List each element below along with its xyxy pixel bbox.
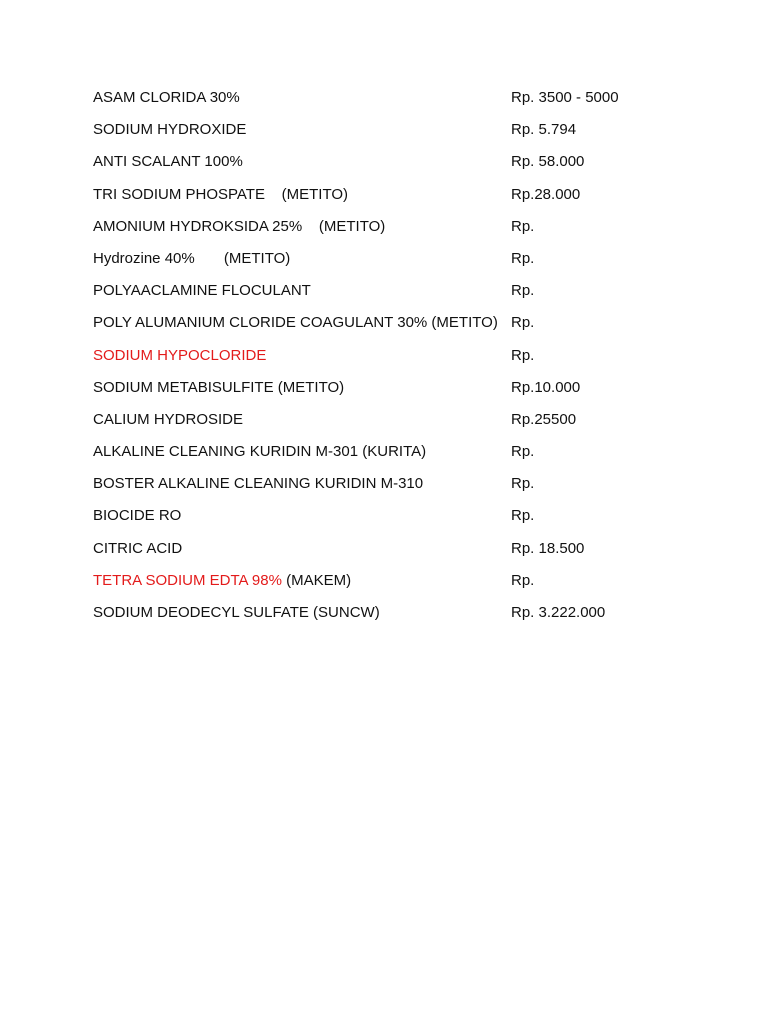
- item-price: Rp. 5.794: [511, 121, 577, 139]
- item-name: SODIUM METABISULFITE (METITO): [93, 378, 345, 396]
- item-price: Rp.: [511, 282, 535, 300]
- item-supplier: (MAKEM): [281, 571, 352, 589]
- item-name: BIOCIDE RO: [93, 507, 182, 525]
- list-item: [93, 601, 733, 633]
- list-item: [93, 150, 733, 182]
- list-item: [93, 247, 733, 279]
- item-price: Rp. 18.500: [511, 539, 585, 557]
- item-name: ALKALINE CLEANING KURIDIN M-301 (KURITA): [93, 443, 427, 461]
- list-item: [93, 279, 733, 311]
- list-item: [93, 86, 733, 118]
- highlighted-item-name: TETRA SODIUM EDTA 98%: [93, 571, 282, 589]
- item-name: [93, 344, 266, 368]
- list-item: [93, 440, 733, 472]
- list-item: [93, 504, 733, 536]
- chemical-price-list: [93, 86, 733, 633]
- list-item: [93, 118, 733, 150]
- item-price: Rp.: [511, 507, 535, 525]
- list-item: [93, 472, 733, 504]
- item-price: Rp. 58.000: [511, 153, 585, 171]
- list-item: [93, 183, 733, 215]
- item-name: ASAM CLORIDA 30%: [93, 89, 240, 106]
- item-name: POLYAACLAMINE FLOCULANT: [93, 282, 311, 300]
- item-name: CITRIC ACID: [93, 539, 183, 557]
- item-name: CALIUM HYDROSIDE: [93, 410, 244, 428]
- item-name: [93, 569, 351, 593]
- item-name: BOSTER ALKALINE CLEANING KURIDIN M-310: [93, 475, 424, 493]
- item-name: POLY ALUMANIUM CLORIDE COAGULANT 30% (METITO): [93, 314, 498, 332]
- item-name: AMONIUM HYDROKSIDA 25% (METITO): [93, 217, 386, 235]
- item-name: SODIUM DEODECYL SULFATE (SUNCW): [93, 604, 380, 621]
- item-price: Rp.: [511, 249, 535, 267]
- item-price: Rp.: [511, 443, 535, 461]
- item-price: Rp.25500: [511, 410, 577, 428]
- item-price: Rp.: [511, 217, 535, 235]
- item-price: Rp.: [511, 346, 535, 364]
- item-price: Rp.10.000: [511, 378, 581, 396]
- list-item: [93, 537, 733, 569]
- item-name: Hydrozine 40% (METITO): [93, 249, 291, 267]
- item-name: TRI SODIUM PHOSPATE (METITO): [93, 185, 349, 203]
- item-price: Rp.: [511, 475, 535, 493]
- list-item: [93, 408, 733, 440]
- highlighted-item-name: SODIUM HYPOCLORIDE: [93, 346, 267, 364]
- item-price: Rp.28.000: [511, 185, 581, 203]
- item-name: SODIUM HYDROXIDE: [93, 121, 247, 139]
- list-item: [93, 376, 733, 408]
- list-item: [93, 569, 733, 601]
- item-name: ANTI SCALANT 100%: [93, 153, 243, 171]
- list-item: [93, 215, 733, 247]
- list-item: [93, 344, 733, 376]
- item-price: Rp.: [511, 571, 535, 589]
- item-price: Rp.: [511, 314, 535, 332]
- item-price: Rp. 3500 - 5000: [511, 89, 619, 106]
- list-item: [93, 311, 733, 343]
- item-price: Rp. 3.222.000: [511, 604, 606, 621]
